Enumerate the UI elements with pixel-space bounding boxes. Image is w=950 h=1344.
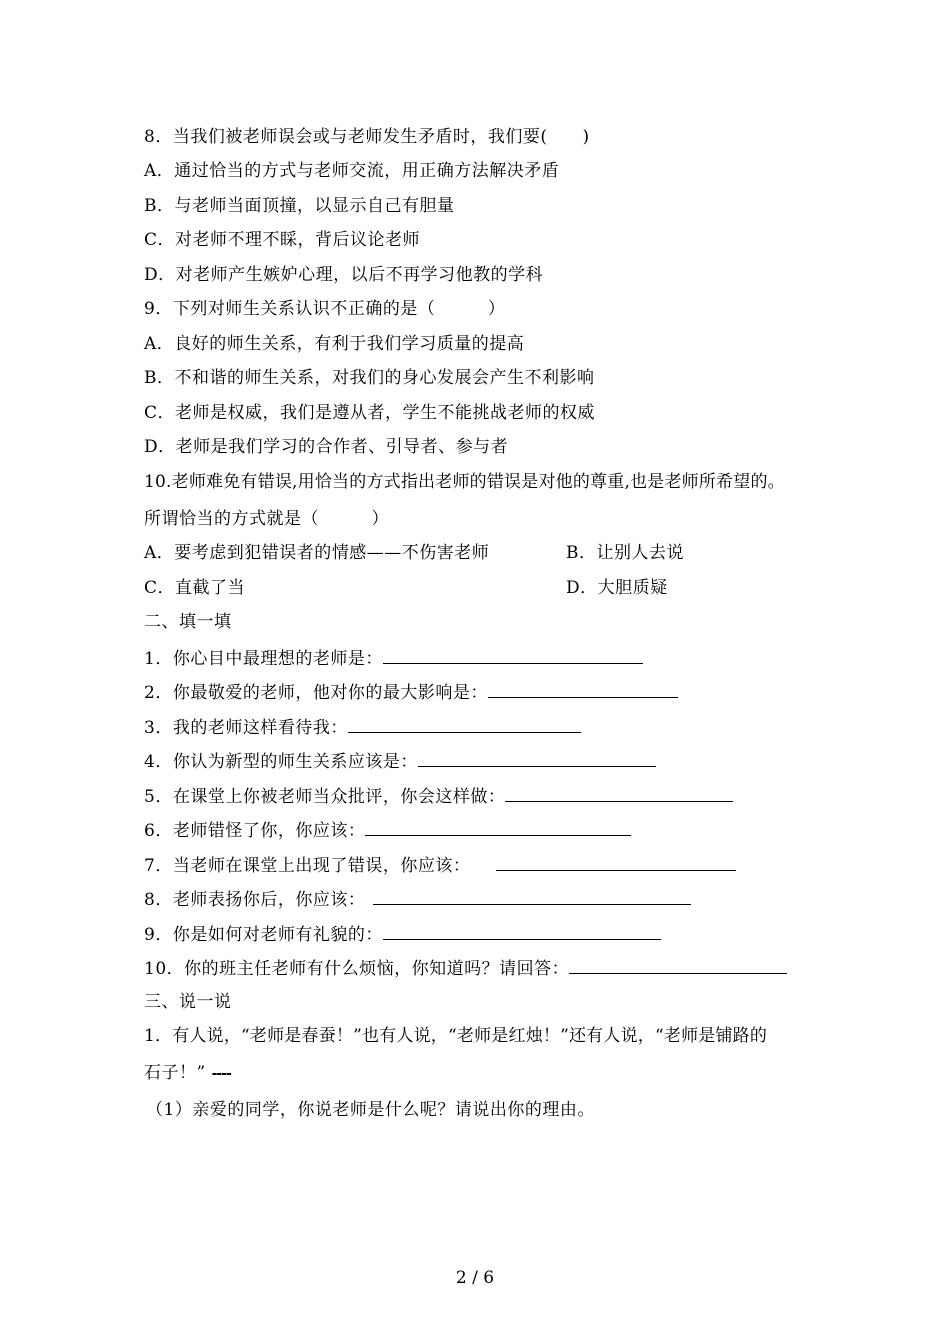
answer-blank[interactable]: [383, 921, 661, 940]
q9-option-a: A．良好的师生关系，有利于我们学习质量的提高: [144, 334, 525, 354]
fill-item-6: [144, 817, 631, 843]
answer-blank[interactable]: [505, 783, 733, 802]
q10-option-b: B．让别人去说: [566, 543, 684, 563]
fill-item-label: 4．你认为新型的师生关系应该是：: [144, 752, 418, 772]
q10-option-d: D．大胆质疑: [566, 578, 668, 598]
q10-stem-line2: 所谓恰当的方式就是（ ）: [144, 509, 389, 529]
fill-item-9: [144, 921, 661, 947]
q8-option-b: B．与老师当面顶撞，以显示自己有胆量: [144, 196, 455, 216]
page-indicator: 2 / 6: [455, 1268, 495, 1288]
fill-item-label: 8．老师表扬你后，你应该：: [144, 890, 366, 910]
fill-item-label: 7．当老师在课堂上出现了错误，你应该：: [144, 856, 471, 876]
fill-item-1: [144, 645, 643, 671]
answer-blank[interactable]: [383, 645, 643, 664]
section3-heading: 三、说一说: [144, 992, 232, 1012]
q8-option-d: D．对老师产生嫉妒心理，以后不再学习他教的学科: [144, 265, 544, 285]
q8-stem: 8．当我们被老师误会或与老师发生矛盾时，我们要( ): [144, 127, 590, 147]
q9-option-b: B．不和谐的师生关系，对我们的身心发展会产生不利影响: [144, 368, 595, 388]
answer-blank[interactable]: [488, 679, 678, 698]
fill-item-label: 1．你心目中最理想的老师是：: [144, 649, 383, 669]
answer-blank[interactable]: [496, 852, 736, 871]
dash-mark: ----: [211, 1066, 231, 1082]
q8-option-a: A．通过恰当的方式与老师交流，用正确方法解决矛盾: [144, 161, 560, 181]
section2-heading: 二、填一填: [144, 612, 232, 632]
q9-option-c: C．老师是权威，我们是遵从者，学生不能挑战老师的权威: [144, 403, 596, 423]
q9-stem: 9．下列对师生关系认识不正确的是（ ）: [144, 299, 506, 319]
answer-blank[interactable]: [348, 714, 581, 733]
fill-item-label: 6．老师错怪了你，你应该：: [144, 821, 366, 841]
section3-q1-line2: [144, 1061, 231, 1086]
fill-item-5: [144, 783, 733, 809]
fill-item-8: [144, 886, 691, 912]
q9-option-d: D．老师是我们学习的合作者、引导者、参与者: [144, 437, 509, 457]
answer-blank[interactable]: [569, 955, 787, 974]
fill-item-7: [144, 852, 736, 878]
fill-item-label: 9．你是如何对老师有礼貌的：: [144, 925, 383, 945]
answer-blank[interactable]: [365, 817, 631, 836]
section3-q1-line1: 1．有人说，“老师是春蚕！”也有人说，“老师是红烛！”还有人说，“老师是铺路的: [144, 1026, 768, 1046]
fill-item-label: 10．你的班主任老师有什么烦恼，你知道吗？请回答：: [144, 959, 570, 979]
answer-blank[interactable]: [373, 886, 691, 905]
fill-item-4: [144, 748, 656, 774]
q10-option-c: C．直截了当: [144, 578, 246, 598]
q8-option-c: C．对老师不理不睬，背后议论老师: [144, 230, 421, 250]
q10-option-a: A．要考虑到犯错误者的情感——不伤害老师: [144, 543, 490, 563]
fill-item-3: [144, 714, 581, 740]
section3-q1-line2-text: 石子！”: [144, 1063, 206, 1083]
section3-q1-sub: （1）亲爱的同学，你说老师是什么呢？请说出你的理由。: [146, 1100, 595, 1120]
answer-blank[interactable]: [418, 748, 656, 767]
fill-item-2: [144, 679, 678, 705]
fill-item-10: [144, 955, 787, 981]
fill-item-label: 3．我的老师这样看待我：: [144, 718, 348, 738]
q10-stem-line1: 10.老师难免有错误,用恰当的方式指出老师的错误是对他的尊重,也是老师所希望的。: [144, 472, 785, 492]
fill-item-label: 2．你最敬爱的老师，他对你的最大影响是：: [144, 683, 488, 703]
fill-item-label: 5．在课堂上你被老师当众批评，你会这样做：: [144, 787, 506, 807]
